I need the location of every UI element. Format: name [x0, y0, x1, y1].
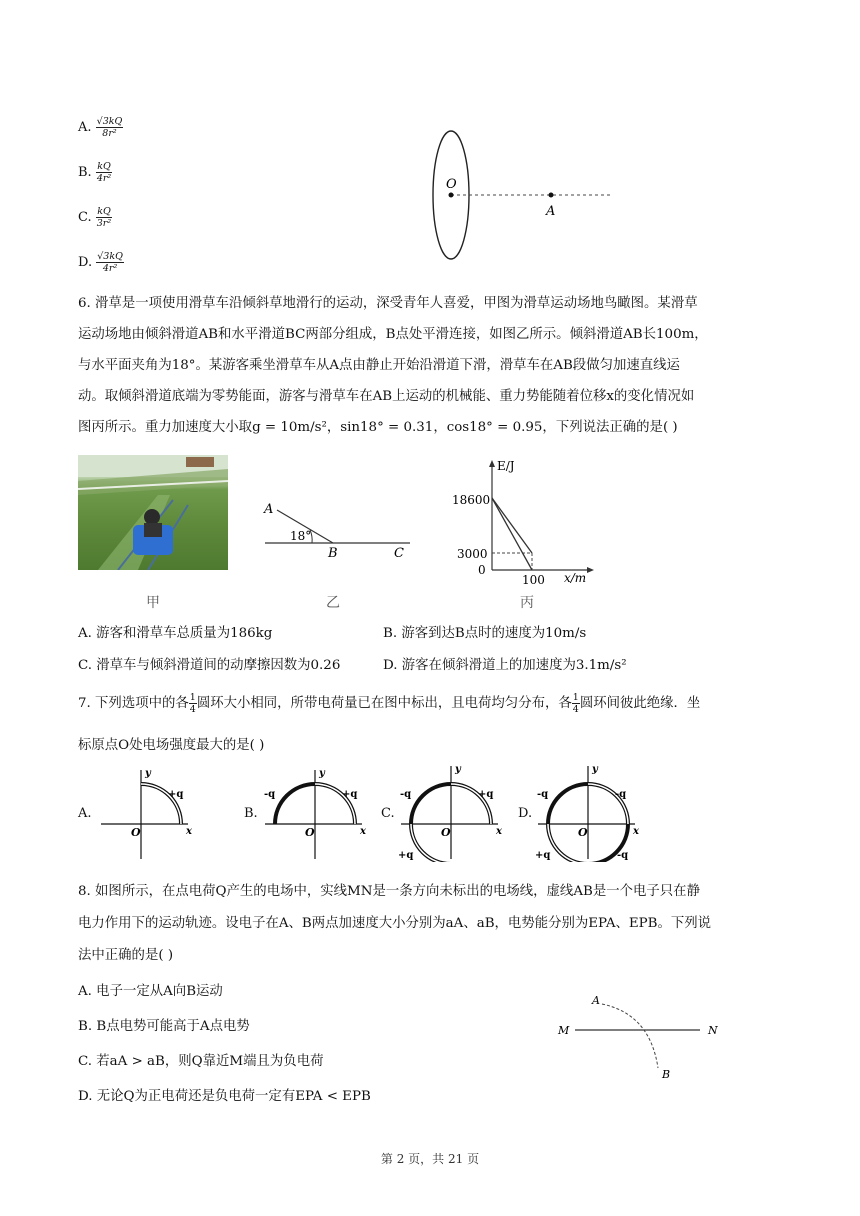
q7-fig-d — [533, 762, 643, 862]
q5-option-a-fraction: $\frac{√3kQ}{\text{8r²}}$ — [96, 116, 123, 139]
q8-option-a: A. 电子一定从A向B运动 — [78, 984, 223, 999]
origin-label: 0 — [478, 563, 486, 577]
q7-fig-a — [96, 762, 196, 862]
q5-option-c-fraction: $\frac{kQ}{\text{3r²}}$ — [96, 206, 112, 229]
svg-text:x: x — [496, 826, 502, 837]
q7-option-a-letter: A. — [78, 806, 92, 821]
trajectory-ab — [602, 1004, 658, 1068]
q6-option-d: D. 游客在倾斜滑道上的加速度为3.1m/s² — [383, 658, 627, 673]
svg-text:+q: +q — [535, 850, 551, 861]
label-b: B — [328, 546, 338, 561]
q7-line-2: 标原点O处电场强度最大的是( ) — [78, 738, 265, 753]
q8-line-1: 8. 如图所示，在点电荷Q产生的电场中，实线MN是一条方向未标出的电场线，虚线AB是一个电子只在静 — [78, 884, 700, 899]
svg-text:x: x — [633, 826, 639, 837]
negative-quarter-arc — [548, 784, 588, 824]
q7-option-b-letter: B. — [244, 806, 258, 821]
svg-text:M: M — [558, 1024, 570, 1037]
negative-quarter-arc — [275, 784, 315, 824]
photo-illustration — [78, 455, 228, 570]
q5-option-b-fraction: $\frac{kQ}{\text{4r²}}$ — [96, 161, 112, 184]
q6-option-a: A. 游客和滑草车总质量为186kg — [78, 626, 273, 641]
q5-ring-figure — [420, 125, 620, 265]
q5-option-d: D. $\frac{√3kQ}{\text{4r²}}$ — [78, 251, 123, 274]
svg-text:N: N — [708, 1024, 718, 1037]
svg-text:y: y — [319, 768, 325, 779]
y-tick-3000: 3000 — [457, 547, 488, 561]
q5-option-b: B. $\frac{kQ}{\text{4r²}}$ — [78, 161, 112, 184]
q8-option-d: D. 无论Q为正电荷还是负电荷一定有EPA < EPB — [78, 1089, 371, 1104]
q6-line-4: 动。取倾斜滑道底端为零势能面，游客与滑草车在AB上运动的机械能、重力势能随着位移x的变化情况如 — [78, 389, 695, 404]
svg-text:y: y — [145, 768, 151, 779]
svg-text:y: y — [592, 764, 598, 775]
q6-line-1: 6. 滑草是一项使用滑草车沿倾斜草地滑行的运动，深受青年人喜爱，甲图为滑草运动场地鸟瞰图。某滑草 — [78, 296, 698, 311]
point-a — [549, 193, 554, 198]
q5-option-c: C. $\frac{kQ}{\text{3r²}}$ — [78, 206, 112, 229]
svg-text:y: y — [455, 764, 461, 775]
svg-text:O: O — [441, 826, 451, 839]
q6-line-5: 图丙所示。重力加速度大小取g = 10m/s²，sin18° = 0.31，cos18° = 0.95，下列说法正确的是( ) — [78, 420, 678, 435]
svg-text:B: B — [662, 1068, 671, 1080]
mechanical-energy-line — [492, 498, 532, 553]
svg-text:x: x — [360, 826, 366, 837]
q8-field-line-figure — [550, 990, 730, 1080]
q7-fig-c — [396, 762, 506, 862]
svg-text:-q: -q — [537, 789, 549, 800]
q8-line-3: 法中正确的是( ) — [78, 948, 174, 963]
y-axis-arrow — [489, 460, 495, 467]
quarter-fraction: $\frac{1}{4}$ — [572, 692, 579, 715]
q7-option-c-letter: C. — [381, 806, 395, 821]
angle-label: 18° — [290, 529, 312, 543]
caption-bing: 丙 — [520, 595, 534, 611]
q6-option-c: C. 滑草车与倾斜滑道间的动摩擦因数为0.26 — [78, 658, 341, 673]
caption-yi: 乙 — [326, 595, 340, 611]
svg-text:-q: -q — [617, 850, 629, 861]
caption-jia: 甲 — [146, 595, 160, 611]
q6-line-2: 运动场地由倾斜滑道AB和水平滑道BC两部分组成，B点处平滑连接，如图乙所示。倾斜滑道AB长100m， — [78, 327, 708, 342]
svg-text:+q: +q — [168, 789, 184, 800]
label-o: O — [446, 177, 457, 192]
svg-text:A: A — [592, 994, 600, 1007]
q8-line-2: 电力作用下的运动轨迹。设电子在A、B两点加速度大小分别为aA、aB，电势能分别为EPA、EPB。下列说 — [78, 916, 712, 931]
q7-fig-b — [260, 762, 370, 862]
negative-quarter-arc — [411, 784, 451, 824]
q7-option-d-letter: D. — [518, 806, 533, 821]
q6-option-b: B. 游客到达B点时的速度为10m/s — [383, 626, 587, 641]
label-a: A — [546, 204, 556, 219]
svg-text:+q: +q — [342, 789, 358, 800]
svg-text:O: O — [305, 826, 315, 839]
point-o — [449, 193, 454, 198]
q5-option-d-fraction: $\frac{√3kQ}{\text{4r²}}$ — [97, 251, 123, 274]
svg-text:-q: -q — [264, 789, 276, 800]
q8-option-c: C. 若aA > aB，则Q靠近M端且为负电荷 — [78, 1054, 324, 1069]
y-tick-18600: 18600 — [452, 493, 491, 507]
svg-text:+q: +q — [398, 850, 414, 861]
page-footer: 第 2 页，共 21 页 — [380, 1152, 480, 1166]
x-axis-arrow — [587, 567, 594, 573]
q5-option-a: A. $\frac{√3kQ}{\text{8r²}}$ — [78, 116, 123, 139]
y-axis-label: E/J — [497, 459, 515, 473]
x-tick-100: 100 — [522, 573, 545, 586]
svg-text:O: O — [131, 826, 141, 839]
label-c: C — [394, 546, 404, 561]
grass-slide-photo — [78, 455, 228, 570]
svg-text:-q: -q — [615, 789, 627, 800]
svg-text:x: x — [186, 826, 192, 837]
label-a: A — [264, 502, 274, 517]
potential-energy-line — [492, 498, 532, 570]
energy-graph — [440, 458, 600, 586]
q6-line-3: 与水平面夹角为18°。某游客乘坐滑草车从A点由静止开始沿滑道下滑，滑草车在AB段做匀加速直线运 — [78, 358, 680, 373]
incline-diagram — [255, 495, 415, 565]
svg-text:+q: +q — [478, 789, 494, 800]
svg-text:-q: -q — [400, 789, 412, 800]
quarter-fraction: $\frac{1}{4}$ — [189, 692, 196, 715]
x-axis-label: x/m — [564, 571, 587, 585]
svg-text:O: O — [578, 826, 588, 839]
q7-line-1: 7. 下列选项中的各 $\frac{1}{4}$ 圆环大小相同，所带电荷量已在图中标出，且电荷均匀分布，各 $\frac{1}{4}$ 圆环间彼此绝缘．坐 — [78, 692, 701, 715]
q8-option-b: B. B点电势可能高于A点电势 — [78, 1019, 250, 1034]
